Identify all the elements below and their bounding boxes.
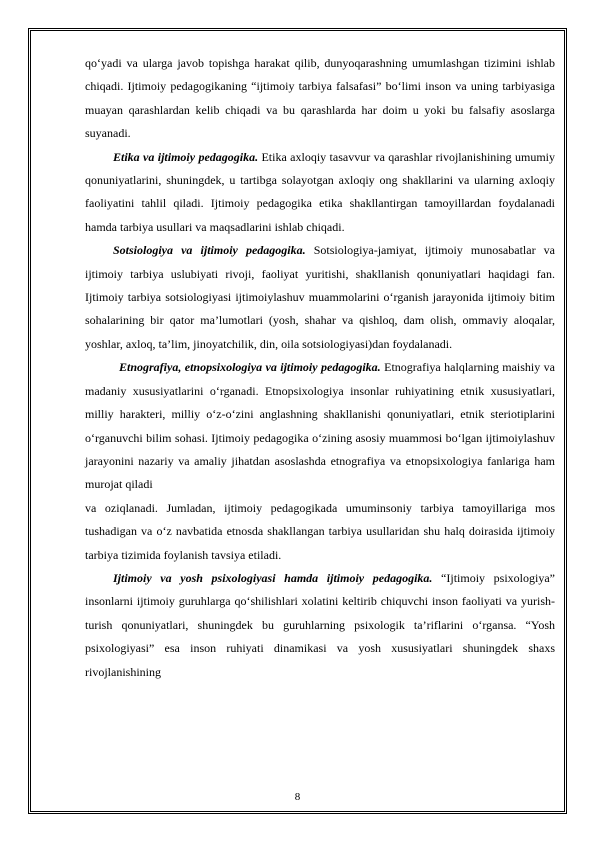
- document-body: [85, 52, 555, 684]
- section-term-ethnography: Etnografiya, etnopsixologiya va ijtimoiy pedagogika.: [119, 360, 381, 375]
- paragraph-text: Etika axloqiy tasavvur va qarashlar rivojlanishining umumiy qonuniyatlarini, shuningdek, u tartibga solayotgan axloqiy ong shakllarini va ularning axloqiy faoliyatini tahlil qiladi. Ijtimoiy pedagogika etika shakllantirgan tamoyillardan foydalanadi hamda tarbiya usullari va maqsadlarini ishlab chiqadi.: [85, 149, 555, 234]
- paragraph-text: Etnografiya halqlarning maishiy va madaniy xususiyatlarini o‘rganadi. Etnopsixologiya insonlar ruhiyatining etnik xususiyatlari, milliy harakteri, milliy o‘z-o‘zini anglashning shakllanishi qonuniyatlari, etnik steriotiplarini o‘rganuvchi bilim sohasi. Ijtimoiy pedagogika o‘zining asosiy muammosi bo‘lgan ijtimoiylashuv jarayonini nazariy va amaliy jihatdan asoslashda etnografiya va etnopsixologiya fanlariga ham murojat qiladi: [85, 360, 555, 492]
- paragraph-ethnography-continuation: [85, 497, 555, 567]
- page-number: 8: [294, 791, 301, 803]
- paragraph-psychology: [85, 567, 555, 684]
- section-term-ethics: Etika va ijtimoiy pedagogika.: [113, 149, 259, 164]
- paragraph-text: va oziqlanadi. Jumladan, ijtimoiy pedagogikada umuminsoniy tarbiya tamoyillariga mos tushadigan va o‘z navbatida etnosda shakllangan tarbiya usullaridan shu halq doirasida ijtimoiy tarbiya tizimida foylanish tavsiya etiladi.: [85, 500, 555, 562]
- section-term-sociology: Sotsiologiya va ijtimoiy pedagogika.: [113, 243, 306, 258]
- paragraph-ethics: [85, 146, 555, 240]
- paragraph-philosophy-continuation: [85, 52, 555, 146]
- paragraph-text: Sotsiologiya-jamiyat, ijtimoiy munosabatlar va ijtimoiy tarbiya uslubiyati rivoji, faoliyat yuritishi, shakllanish qonuniyatlari haqidagi fan. Ijtimoiy tarbiya sotsiologiyasi ijtimoiylashuv muammolarini o‘rganish jarayonida ijtimoiy bitim sohalarining bir qator ma’lumotlari (yosh, shahar va qishloq, dam olish, ommaviy aloqalar, yoshlar, axloq, ta’lim, jinoyatchilik, din, oila sotsiologiyasi)dan foydalanadi.: [85, 243, 555, 351]
- paragraph-text: “Ijtimoiy psixologiya” insonlarni ijtimoiy guruhlarga qo‘shilishlari xolatini keltirib chiquvchi inson faoliyati va yurish-turish qonuniyatlari, shuningdek bu guruhlarning psixologik ta’riflarini o‘rgansa. “Yosh psixologiyasi” esa inson ruhiyati dinamikasi va yosh xususiyatlari shuningdek shaxs rivojlanishining: [85, 570, 555, 679]
- paragraph-text: qo‘yadi va ularga javob topishga harakat qilib, dunyoqarashning umumlashgan tizimini ishlab chiqadi. Ijtimoiy pedagogikaning “ijtimoiy tarbiya falsafasi” bo‘limi inson va uning tarbiyasiga muayan qarashlardan kelib chiqadi va bu qarashlarda har doim u yoki bu falsafiy asoslarga suyanadi.: [85, 56, 555, 141]
- section-term-psychology: Ijtimoiy va yosh psixologiyasi hamda ijtimoiy pedagogika.: [113, 570, 433, 585]
- paragraph-ethnography: [85, 356, 555, 496]
- paragraph-sociology: [85, 239, 555, 356]
